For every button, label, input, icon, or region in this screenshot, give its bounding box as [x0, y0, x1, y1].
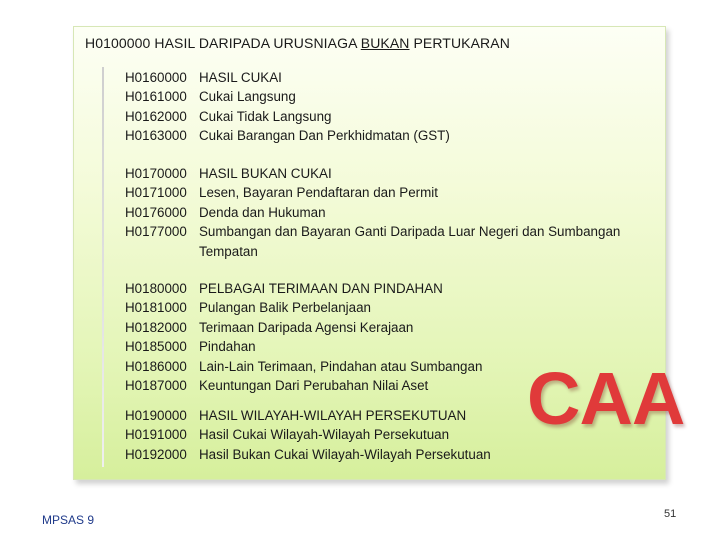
account-line: [125, 242, 620, 261]
account-code: H0186000: [125, 358, 187, 374]
account-description: Pulangan Balik Perbelanjaan: [199, 300, 371, 316]
account-code: H0185000: [125, 339, 187, 355]
group-hasil-cukai: [125, 68, 450, 146]
account-line: [125, 203, 620, 222]
account-line: [125, 357, 482, 376]
account-description: Keuntungan Dari Perubahan Nilai Aset: [199, 378, 429, 394]
account-description: Lain-Lain Terimaan, Pindahan atau Sumbangan: [199, 358, 483, 374]
account-line: [125, 376, 482, 395]
account-code: H0160000: [125, 70, 187, 85]
account-code: H0190000: [125, 408, 187, 423]
account-code: H0191000: [125, 427, 187, 443]
account-line: [125, 183, 620, 202]
account-line: [125, 337, 482, 356]
account-code: H0163000: [125, 128, 187, 144]
account-code: H0177000: [125, 224, 187, 240]
account-line: [125, 298, 482, 317]
account-description: Pindahan: [199, 339, 256, 355]
account-description: Cukai Barangan Dan Perkhidmatan (GST): [199, 128, 450, 144]
account-description: Hasil Bukan Cukai Wilayah-Wilayah Persekutuan: [199, 446, 491, 462]
account-line: [125, 126, 450, 145]
account-line: [125, 107, 450, 126]
account-description: Lesen, Bayaran Pendaftaran dan Permit: [199, 185, 438, 201]
account-description: HASIL WILAYAH-WILAYAH PERSEKUTUAN: [199, 408, 467, 423]
account-description: Tempatan: [199, 243, 258, 259]
account-description: Cukai Tidak Langsung: [199, 108, 332, 124]
account-code: H0171000: [125, 185, 187, 201]
page-number: 51: [664, 508, 677, 520]
account-code: H0192000: [125, 446, 187, 462]
account-code: H0161000: [125, 89, 187, 105]
heading-suffix: PERTUKARAN: [409, 35, 510, 51]
footer-label: MPSAS 9: [42, 513, 95, 527]
account-line: [125, 164, 620, 183]
account-code: H0162000: [125, 108, 187, 124]
account-description: HASIL BUKAN CUKAI: [199, 166, 332, 181]
account-line: [125, 222, 620, 241]
account-line: [125, 68, 450, 87]
account-description: Cukai Langsung: [199, 89, 296, 105]
account-description: PELBAGAI TERIMAAN DAN PINDAHAN: [199, 281, 443, 296]
account-code: H0170000: [125, 166, 187, 181]
account-description: Hasil Cukai Wilayah-Wilayah Persekutuan: [199, 427, 450, 443]
caa-stamp: CAA: [527, 357, 685, 440]
account-line: [125, 425, 491, 444]
heading-underlined-word: BUKAN: [360, 35, 410, 51]
indent-guide-line: [102, 67, 104, 467]
account-description: Denda dan Hukuman: [199, 204, 326, 220]
account-description: HASIL CUKAI: [199, 70, 282, 85]
account-code: H0182000: [125, 319, 187, 335]
account-code: H0187000: [125, 378, 187, 394]
account-description: Terimaan Daripada Agensi Kerajaan: [199, 319, 414, 335]
account-code: H0181000: [125, 300, 187, 316]
account-line: [125, 406, 491, 425]
group-hasil-wilayah: [125, 406, 491, 464]
account-description: Sumbangan dan Bayaran Ganti Daripada Luar Negeri dan Sumbangan: [199, 224, 621, 240]
account-line: [125, 318, 482, 337]
account-line: [125, 279, 482, 298]
group-hasil-bukan-cukai: [125, 164, 620, 261]
account-line: [125, 87, 450, 106]
account-code: H0180000: [125, 281, 187, 296]
main-heading: [85, 35, 510, 51]
group-pelbagai-terimaan: [125, 279, 482, 395]
heading-prefix: H0100000 HASIL DARIPADA URUSNIAGA: [85, 35, 361, 51]
account-code: H0176000: [125, 204, 187, 220]
account-line: [125, 445, 491, 464]
